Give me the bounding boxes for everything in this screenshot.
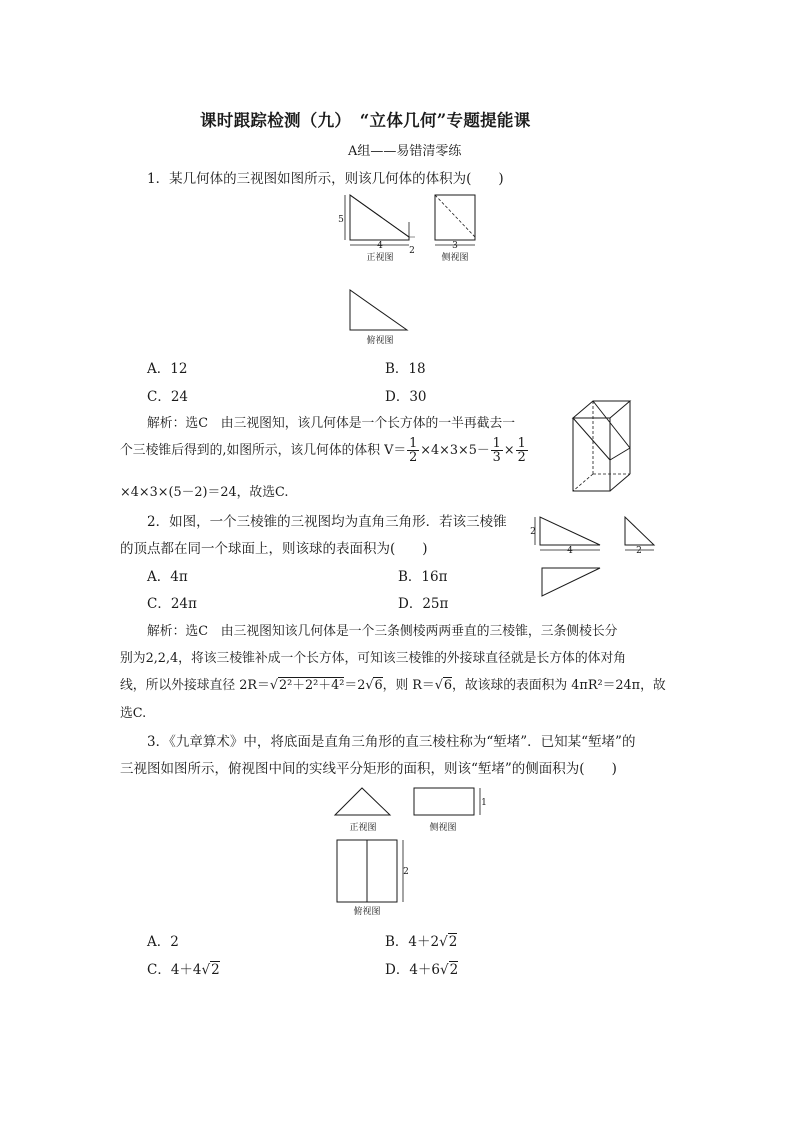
q3-option-a[interactable]: A．2 (147, 934, 179, 950)
q2-option-d[interactable]: D．25π (398, 596, 449, 612)
section-heading: A组——易错清零练 (348, 144, 462, 159)
q2-option-c[interactable]: C．24π (147, 596, 197, 612)
q3-side-caption: 侧视图 (429, 823, 457, 833)
q1-front-caption: 正视图 (366, 253, 394, 263)
q1-three-views-figure (335, 185, 485, 355)
q3-option-c[interactable]: C．4＋4√2 (147, 962, 220, 978)
q2-option-b[interactable]: B．16π (398, 569, 448, 585)
q1-option-c[interactable]: C．24 (147, 389, 189, 405)
fraction-one-half-2: $\frac{1}{2}$ (517, 436, 526, 465)
fraction-one-half: $\frac{1}{2}$ (409, 436, 418, 465)
q2-top-view (542, 568, 600, 596)
q1-solution-cuboid-figure (572, 398, 632, 493)
q3-stem-line1: 3．《九章算术》中，将底面是直角三角形的直三棱柱称为“堑堵”．已知某“堑堵”的 (147, 734, 636, 750)
q2-option-a[interactable]: A．4π (147, 569, 188, 585)
q3-label-1: 1 (481, 798, 487, 808)
q2-side-view (625, 517, 654, 545)
q1-side-view (435, 195, 475, 240)
q2-label-a: 2 (530, 527, 536, 537)
q1-option-b[interactable]: B．18 (385, 361, 426, 377)
q3-top-caption: 俯视图 (353, 907, 381, 917)
q2-solution-line3: 线，所以外接球直径 2R＝√2²＋2²＋4²＝2√6，则 R＝√6，故该球的表面积为 4πR²＝24π，故 (120, 678, 666, 693)
q2-stem-line2: 的顶点都在同一个球面上，则该球的表面积为( ) (120, 541, 428, 557)
q3-option-b[interactable]: B．4＋2√2 (385, 934, 458, 950)
q1-label-2: 2 (409, 246, 415, 256)
q3-stem-line2: 三视图如图所示，俯视图中间的实线平分矩形的面积，则该“堑堵”的侧面积为( ) (120, 761, 617, 777)
q3-front-view (335, 788, 390, 815)
q1-top-view (350, 290, 407, 330)
q2-label-b: 4 (567, 546, 573, 556)
q1-solution-line2: 个三棱锥后得到的,如图所示，该几何体的体积 V＝ $\frac{1}{2}$ ×4×3×5－ $\frac{1}{3}$ × $\frac{1}{2}$ (120, 436, 526, 465)
q1-label-5: 5 (338, 215, 344, 225)
q1-top-caption: 俯视图 (366, 336, 394, 346)
q2-stem-line1: 2．如图，一个三棱锥的三视图均为直角三角形．若该三棱锥 (147, 514, 507, 530)
q2-three-views-figure (530, 512, 660, 602)
q3-three-views-figure (330, 780, 500, 920)
fraction-one-third: $\frac{1}{3}$ (492, 436, 501, 465)
q2-solution-line2: 别为2,2,4，将该三棱锥补成一个长方体，可知该三棱锥的外接球直径就是长方体的体对角 (120, 651, 627, 666)
q2-front-view (540, 517, 600, 545)
page-title: 课时跟踪检测（九） “立体几何”专题提能课 (200, 111, 531, 130)
q3-side-view (414, 788, 474, 815)
q1-stem: 1．某几何体的三视图如图所示，则该几何体的体积为( ) (147, 171, 504, 187)
q3-option-d[interactable]: D．4＋6√2 (385, 962, 459, 978)
q3-front-caption: 正视图 (349, 823, 377, 833)
q1-option-d[interactable]: D．30 (385, 389, 427, 405)
q2-label-c: 2 (636, 546, 642, 556)
q2-solution-line1: 解析：选C 由三视图知该几何体是一个三条侧棱两两垂直的三棱锥，三条侧棱长分 (147, 624, 618, 639)
q3-label-2: 2 (403, 867, 409, 877)
q1-solution-line1: 解析：选C 由三视图知，该几何体是一个长方体的一半再截去一 (147, 416, 516, 431)
q1-solution-line3: ×4×3×(5－2)＝24，故选C. (120, 485, 289, 500)
q2-solution-line4: 选C. (120, 706, 147, 721)
q1-option-a[interactable]: A．12 (147, 361, 188, 377)
q1-label-3: 3 (452, 241, 458, 251)
q1-side-caption: 侧视图 (441, 253, 469, 263)
q1-label-4: 4 (377, 241, 383, 251)
